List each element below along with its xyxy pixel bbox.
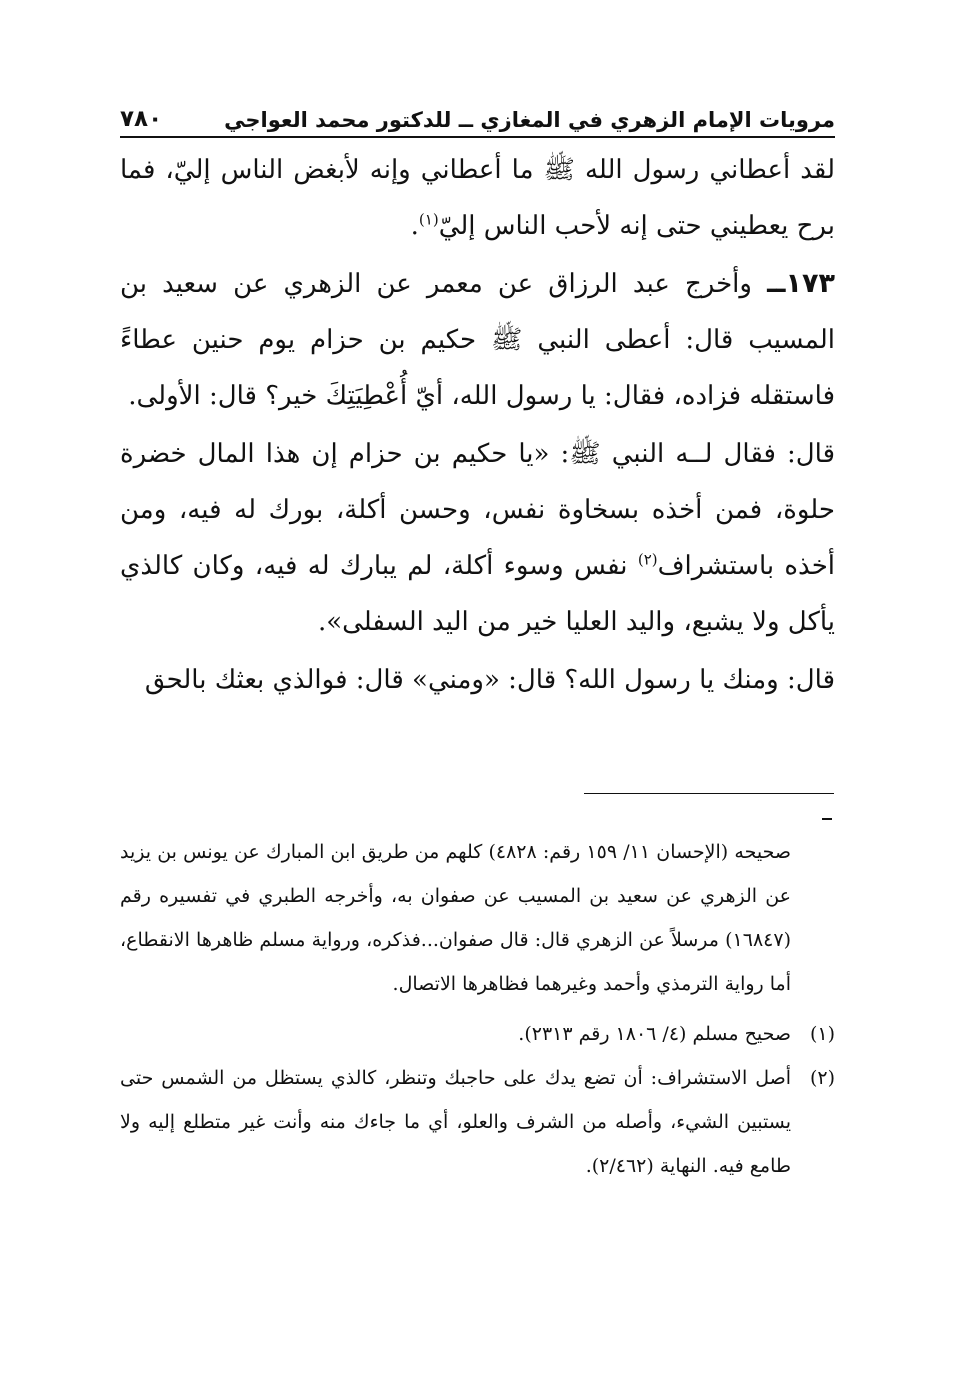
paragraph-3-text-b: نفس وسوء أكلة، لم يبارك له فيه، وكان كالذي يأكل ولا يشبع، واليد العليا خير من اليد السفلى». — [120, 551, 835, 637]
footnote-text: صحيح مسلم (٤/ ١٨٠٦ رقم ٢٣١٣). — [518, 1023, 791, 1045]
footnote-item — [120, 1012, 835, 1056]
hadith-number: ١٧٣ــ — [767, 268, 835, 299]
paragraph-1-text: لقد أعطاني رسول الله ﷺ ما أعطاني وإنه لأبغض الناس إليّ، فما برح يعطيني حتى إنه لأحب الناس إليّ — [120, 155, 835, 241]
paragraph-4-text: قال: ومنك يا رسول الله؟ قال: «ومني» قال: فوالذي بعثك بالحق — [144, 665, 835, 695]
footnote-number: (٢) — [809, 1067, 835, 1089]
paragraph-1 — [120, 142, 835, 254]
paragraph-2 — [120, 256, 835, 424]
header-title: مرويات الإمام الزهري في المغازي ــ للدكتور محمد العواجي — [224, 108, 835, 132]
header-rule — [120, 136, 835, 138]
footnote-ref-1: (١) — [418, 210, 439, 229]
footnote-ref-2: (٢) — [637, 550, 658, 569]
paragraph-2-text: وأخرج عبد الرزاق عن معمر عن الزهري عن سعيد بن المسيب قال: أعطى النبي ﷺ حكيم بن حزام يوم حنين عطاءً فاستقله فزاده، فقال: يا رسول الله، أيّ أُعْطِيَتِكَ خير؟ قال: الأولى. — [120, 269, 835, 411]
running-header — [120, 100, 835, 132]
paragraph-1-end: . — [410, 211, 419, 241]
footnote-separator — [584, 793, 834, 794]
footnote-item — [120, 1056, 835, 1188]
footnote-number: (١) — [809, 1023, 835, 1045]
paragraph-3-text-a: قال: فقال لــه النبي ﷺ: «يا حكيم بن حزام إن هذا المال خضرة حلوة، فمن أخذه بسخاوة نفس، وحسن أكلة، بورك له فيه، ومن أخذه باستشراف — [120, 439, 836, 581]
footnotes — [120, 830, 835, 1188]
footnote-text: أصل الاستشراف: أن تضع يدك على حاجبك وتنظر، كالذي يستظل من الشمس حتى يستبين الشيء، وأصله من الشرف والعلو، أي ما جاءك منه وأنت غير متطلع إليه ولا طامع فيه. النهاية (٢/٤٦٢). — [120, 1067, 791, 1177]
footnote-continuation-mark — [822, 818, 832, 820]
page-number: ٧٨٠ — [120, 106, 163, 132]
footnote-continuation: صحيحه (الإحسان ١١/ ١٥٩ رقم: ٤٨٢٨) كلهم من طريق ابن المبارك عن يونس بن يزيد عن الزهري عن سعيد بن المسيب عن صفوان به، وأخرجه الطبري في تفسيره رقم (١٦٨٤٧) مرسلاً عن الزهري قال: قال صفوان...فذكره، ورواية مسلم ظاهرها الانقطاع، أما رواية الترمذي وأحمد وغيرهما فظاهرها الاتصال. — [120, 841, 791, 995]
paragraph-4 — [120, 652, 835, 708]
paragraph-3 — [120, 426, 835, 650]
main-text — [120, 142, 835, 710]
